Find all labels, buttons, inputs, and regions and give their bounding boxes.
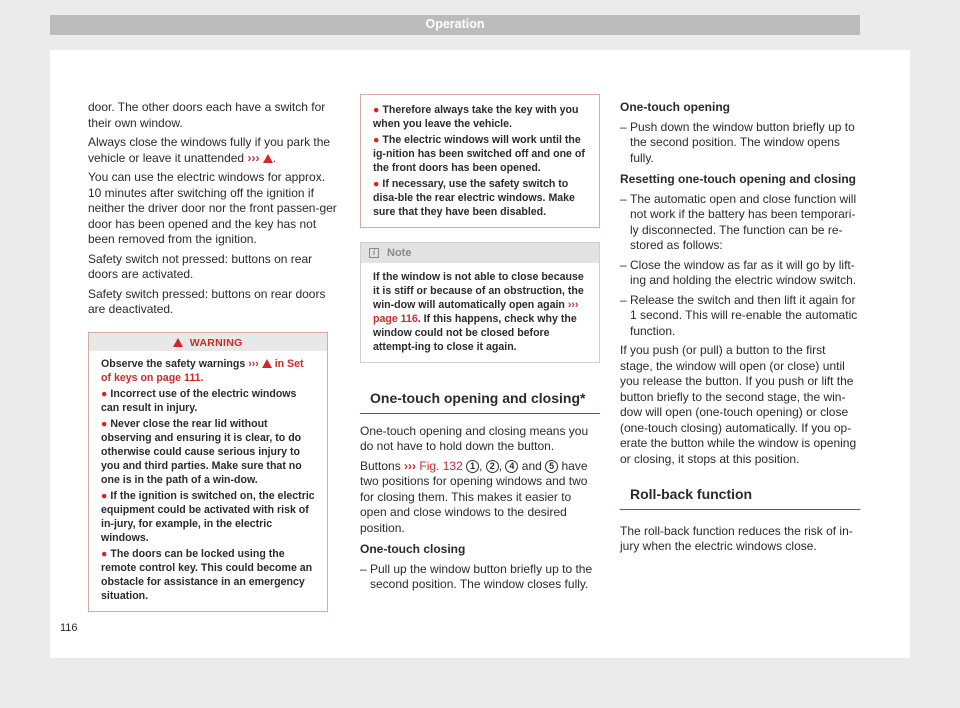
list-item: – Release the switch and then lift it again for 1 second. This will re-enable the automatic function. bbox=[620, 293, 860, 340]
note-body: If the window is not able to close because it is stiff or because of an obstruction, the win-dow will automatically open again ››› page 116. If this happens, check why the window could not be closed before attempt-ing to close it again. bbox=[373, 271, 584, 353]
warning-body bbox=[89, 351, 327, 611]
warning-icon bbox=[173, 338, 183, 347]
list-item: – The automatic open and close function will not work if the battery has been temporari-ly disconnected. The function can be re-stored as follows: bbox=[620, 192, 860, 254]
warning-body bbox=[361, 95, 599, 227]
paragraph: door. The other doors each have a switch for their own window. bbox=[88, 100, 326, 130]
paragraph: Safety switch not pressed: buttons on rear doors are activated. bbox=[88, 251, 313, 281]
subheading: Resetting one-touch opening and closing bbox=[620, 172, 856, 186]
section-title: Roll-back function bbox=[620, 487, 860, 510]
bullet-icon: ● bbox=[101, 417, 108, 430]
column-3 bbox=[620, 100, 860, 559]
cross-reference-arrows[interactable]: ››› bbox=[404, 458, 417, 473]
bullet-icon: ● bbox=[101, 547, 108, 560]
warning-header: WARNING bbox=[89, 333, 327, 351]
paragraph: The roll-back function reduces the risk of in-jury when the electric windows close. bbox=[620, 523, 853, 553]
list-item: – Pull up the window button briefly up to the second position. The window closes fully. bbox=[360, 562, 600, 593]
figure-link[interactable]: Fig. 132 bbox=[419, 458, 463, 473]
bullet-icon: ● bbox=[373, 178, 380, 190]
warning-intro: Observe the safety warnings ››› in Set of keys on page 111. bbox=[101, 357, 304, 384]
subheading: One-touch opening bbox=[620, 100, 730, 114]
subheading: One-touch closing bbox=[360, 542, 466, 556]
bullet-icon: ● bbox=[373, 104, 380, 116]
column-2 bbox=[360, 100, 600, 597]
warning-box-continued bbox=[360, 94, 600, 228]
warning-bullet: ● Therefore always take the key with you when you leave the vehicle. bbox=[373, 104, 579, 130]
cross-reference-arrows[interactable]: ››› bbox=[247, 150, 260, 165]
page-title: Operation bbox=[425, 17, 485, 31]
bullet-icon: ● bbox=[101, 387, 108, 400]
callout-number: 4 bbox=[505, 460, 518, 473]
warning-icon bbox=[263, 154, 273, 163]
paragraph: Safety switch pressed: buttons on rear doors are deactivated. bbox=[88, 286, 326, 316]
note-header: i Note bbox=[361, 243, 599, 263]
page-link[interactable]: page 116 bbox=[373, 313, 418, 325]
section-title: One-touch opening and closing* bbox=[360, 391, 600, 414]
paragraph: If you push (or pull) a button to the first stage, the window will open (or close) until you release the button. If you push or lift the button briefly to the second stage, the win-dow will open (one-touch opening) or close (one-touch closing) automatically. If you op-erate the button while the window is opening or closing, it stops at this position. bbox=[620, 343, 857, 466]
paragraph: Buttons ››› Fig. 132 1 , 2 , 4 and 5 have two positions for opening windows and two for closing them. This makes it easier to open and close windows to the desired position. bbox=[360, 458, 588, 535]
cross-reference-arrows[interactable]: ››› bbox=[248, 357, 259, 370]
cross-reference-arrows[interactable]: ››› bbox=[567, 299, 579, 311]
header-bar bbox=[50, 15, 860, 35]
warning-bullet: ● If necessary, use the safety switch to disa-ble the rear electric windows. Make sure that they have been disabled. bbox=[373, 178, 575, 218]
warning-bullet: ● Incorrect use of the electric windows can result in injury. bbox=[101, 387, 297, 414]
paragraph: Always close the windows fully if you park the vehicle or leave it unattended ››› . bbox=[88, 135, 331, 165]
warning-bullet: ● The electric windows will work until the ig-nition has been switched off and one of the front doors has been opened. bbox=[373, 134, 585, 174]
callout-number: 1 bbox=[466, 460, 479, 473]
paragraph: One-touch opening and closing means you do not have to hold down the button. bbox=[360, 423, 589, 453]
bullet-icon: ● bbox=[101, 489, 108, 502]
warning-bullet: ● Never close the rear lid without observing and ensuring it is clear, to do otherwise could cause serious injury to you and third parties. Make sure that no one is in the path of a win-dow. bbox=[101, 417, 302, 486]
warning-bullet: ● If the ignition is switched on, the electric equipment could be activated with risk of in-jury, for example, in the electric windows. bbox=[101, 489, 315, 544]
paragraph: You can use the electric windows for approx. 10 minutes after switching off the ignition if neither the driver door nor the front passen-ger door has been opened and the key has not been removed from the ignition. bbox=[88, 170, 337, 246]
set-of-keys-link[interactable]: in Set of keys on page 111. bbox=[101, 357, 304, 384]
warning-box bbox=[88, 332, 328, 612]
page-number: 116 bbox=[60, 622, 78, 634]
callout-number: 2 bbox=[486, 460, 499, 473]
column-1 bbox=[88, 100, 338, 612]
warning-bullet: ● The doors can be locked using the remote control key. This could become an obstacle for assistance in an emergency situation. bbox=[101, 547, 313, 602]
list-item: – Push down the window button briefly up to the second position. The window opens fully. bbox=[620, 120, 860, 167]
bullet-icon: ● bbox=[373, 134, 380, 146]
list-item: – Close the window as far as it will go by lift-ing and holding the electric window switch. bbox=[620, 258, 860, 289]
info-icon: i bbox=[369, 248, 379, 258]
note-box bbox=[360, 242, 600, 363]
warning-icon bbox=[262, 359, 272, 368]
callout-number: 5 bbox=[545, 460, 558, 473]
